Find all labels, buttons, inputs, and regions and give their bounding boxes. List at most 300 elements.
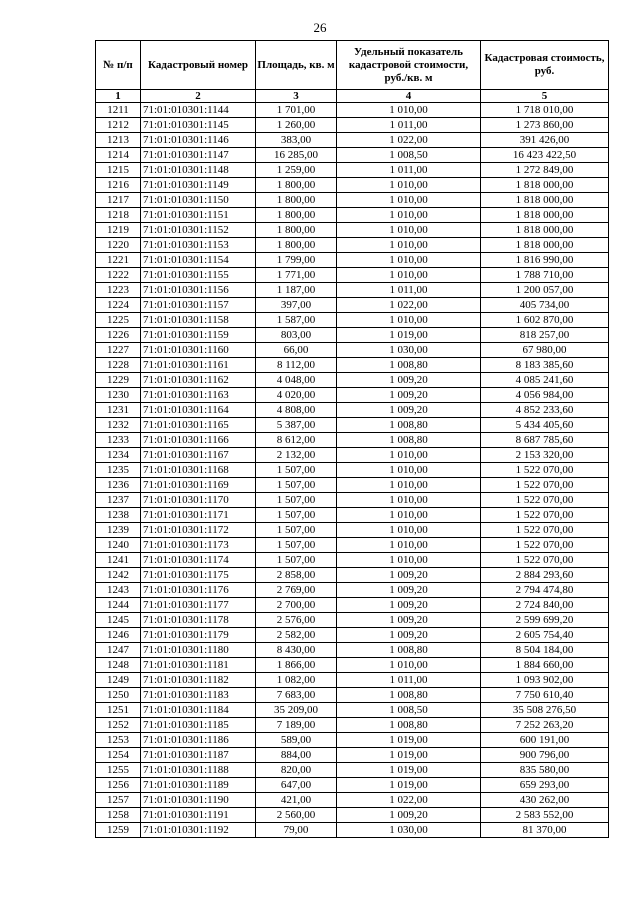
unit-value-cell: 1 010,00 — [337, 313, 481, 328]
area-cell: 647,00 — [256, 778, 337, 793]
table-row — [96, 253, 609, 268]
column-number: 4 — [337, 90, 481, 103]
table-row — [96, 568, 609, 583]
table-row — [96, 538, 609, 553]
row-number-cell: 1223 — [96, 283, 141, 298]
unit-value-cell: 1 009,20 — [337, 388, 481, 403]
table-row — [96, 418, 609, 433]
unit-value-cell: 1 008,80 — [337, 418, 481, 433]
area-cell: 8 430,00 — [256, 643, 337, 658]
row-number-cell: 1211 — [96, 103, 141, 118]
cadastral-number-cell: 71:01:010301:1174 — [141, 553, 256, 568]
table-row — [96, 478, 609, 493]
area-cell: 1 799,00 — [256, 253, 337, 268]
area-cell: 79,00 — [256, 823, 337, 838]
area-cell: 383,00 — [256, 133, 337, 148]
area-cell: 7 189,00 — [256, 718, 337, 733]
row-number-cell: 1249 — [96, 673, 141, 688]
unit-value-cell: 1 010,00 — [337, 223, 481, 238]
cadastral-number-cell: 71:01:010301:1185 — [141, 718, 256, 733]
row-number-cell: 1238 — [96, 508, 141, 523]
cadastral-value-cell: 1 818 000,00 — [481, 208, 609, 223]
unit-value-cell: 1 022,00 — [337, 133, 481, 148]
table-row — [96, 223, 609, 238]
cadastral-number-cell: 71:01:010301:1186 — [141, 733, 256, 748]
cadastral-value-cell: 1 093 902,00 — [481, 673, 609, 688]
cadastral-number-cell: 71:01:010301:1165 — [141, 418, 256, 433]
table-row — [96, 313, 609, 328]
cadastral-number-cell: 71:01:010301:1147 — [141, 148, 256, 163]
table-row — [96, 808, 609, 823]
cadastral-value-cell: 2 153 320,00 — [481, 448, 609, 463]
cadastral-number-cell: 71:01:010301:1188 — [141, 763, 256, 778]
cadastral-value-cell: 1 272 849,00 — [481, 163, 609, 178]
unit-value-cell: 1 010,00 — [337, 268, 481, 283]
cadastral-value-cell: 900 796,00 — [481, 748, 609, 763]
unit-value-cell: 1 022,00 — [337, 298, 481, 313]
cadastral-number-cell: 71:01:010301:1187 — [141, 748, 256, 763]
table-row — [96, 448, 609, 463]
area-cell: 2 769,00 — [256, 583, 337, 598]
row-number-cell: 1233 — [96, 433, 141, 448]
table-row — [96, 283, 609, 298]
row-number-cell: 1216 — [96, 178, 141, 193]
unit-value-cell: 1 010,00 — [337, 553, 481, 568]
cadastral-value-cell: 2 605 754,40 — [481, 628, 609, 643]
cadastral-value-cell: 405 734,00 — [481, 298, 609, 313]
cadastral-value-cell: 1 522 070,00 — [481, 463, 609, 478]
cadastral-value-cell: 1 522 070,00 — [481, 493, 609, 508]
table-row — [96, 178, 609, 193]
table-row — [96, 523, 609, 538]
table-row — [96, 463, 609, 478]
row-number-cell: 1213 — [96, 133, 141, 148]
cadastral-value-cell: 600 191,00 — [481, 733, 609, 748]
area-cell: 820,00 — [256, 763, 337, 778]
area-cell: 2 700,00 — [256, 598, 337, 613]
cadastral-number-cell: 71:01:010301:1153 — [141, 238, 256, 253]
cadastral-value-cell: 818 257,00 — [481, 328, 609, 343]
area-cell: 1 800,00 — [256, 178, 337, 193]
cadastral-number-cell: 71:01:010301:1180 — [141, 643, 256, 658]
row-number-cell: 1228 — [96, 358, 141, 373]
row-number-cell: 1237 — [96, 493, 141, 508]
table-row — [96, 148, 609, 163]
table-header — [96, 41, 609, 103]
cadastral-value-cell: 2 724 840,00 — [481, 598, 609, 613]
table-row — [96, 673, 609, 688]
cadastral-number-cell: 71:01:010301:1155 — [141, 268, 256, 283]
area-cell: 1 771,00 — [256, 268, 337, 283]
area-cell: 5 387,00 — [256, 418, 337, 433]
unit-value-cell: 1 010,00 — [337, 508, 481, 523]
unit-value-cell: 1 008,80 — [337, 688, 481, 703]
unit-value-cell: 1 008,80 — [337, 358, 481, 373]
header-row-number: № п/п — [96, 41, 141, 90]
unit-value-cell: 1 010,00 — [337, 193, 481, 208]
cadastral-value-cell: 4 056 984,00 — [481, 388, 609, 403]
cadastral-number-cell: 71:01:010301:1159 — [141, 328, 256, 343]
cadastral-number-cell: 71:01:010301:1160 — [141, 343, 256, 358]
area-cell: 1 082,00 — [256, 673, 337, 688]
area-cell: 1 800,00 — [256, 238, 337, 253]
row-number-cell: 1217 — [96, 193, 141, 208]
table-row — [96, 493, 609, 508]
row-number-cell: 1250 — [96, 688, 141, 703]
table-row — [96, 433, 609, 448]
cadastral-number-cell: 71:01:010301:1184 — [141, 703, 256, 718]
area-cell: 884,00 — [256, 748, 337, 763]
column-number-row — [96, 90, 609, 103]
row-number-cell: 1224 — [96, 298, 141, 313]
row-number-cell: 1221 — [96, 253, 141, 268]
unit-value-cell: 1 008,80 — [337, 718, 481, 733]
row-number-cell: 1242 — [96, 568, 141, 583]
table-row — [96, 238, 609, 253]
table-row — [96, 208, 609, 223]
cadastral-number-cell: 71:01:010301:1145 — [141, 118, 256, 133]
area-cell: 4 020,00 — [256, 388, 337, 403]
row-number-cell: 1212 — [96, 118, 141, 133]
unit-value-cell: 1 009,20 — [337, 598, 481, 613]
unit-value-cell: 1 019,00 — [337, 778, 481, 793]
cadastral-value-cell: 2 884 293,60 — [481, 568, 609, 583]
row-number-cell: 1243 — [96, 583, 141, 598]
table-row — [96, 778, 609, 793]
table-row — [96, 403, 609, 418]
unit-value-cell: 1 009,20 — [337, 568, 481, 583]
cadastral-number-cell: 71:01:010301:1163 — [141, 388, 256, 403]
unit-value-cell: 1 009,20 — [337, 808, 481, 823]
unit-value-cell: 1 011,00 — [337, 163, 481, 178]
unit-value-cell: 1 030,00 — [337, 343, 481, 358]
cadastral-number-cell: 71:01:010301:1189 — [141, 778, 256, 793]
table-row — [96, 268, 609, 283]
unit-value-cell: 1 011,00 — [337, 283, 481, 298]
table-row — [96, 793, 609, 808]
table-row — [96, 343, 609, 358]
cadastral-number-cell: 71:01:010301:1166 — [141, 433, 256, 448]
unit-value-cell: 1 009,20 — [337, 583, 481, 598]
cadastral-value-cell: 7 750 610,40 — [481, 688, 609, 703]
area-cell: 2 576,00 — [256, 613, 337, 628]
header-cadastral-number: Кадастровый номер — [141, 41, 256, 90]
row-number-cell: 1245 — [96, 613, 141, 628]
cadastral-value-cell: 7 252 263,20 — [481, 718, 609, 733]
column-number: 2 — [141, 90, 256, 103]
row-number-cell: 1248 — [96, 658, 141, 673]
unit-value-cell: 1 010,00 — [337, 493, 481, 508]
area-cell: 16 285,00 — [256, 148, 337, 163]
unit-value-cell: 1 010,00 — [337, 208, 481, 223]
cadastral-value-cell: 1 522 070,00 — [481, 538, 609, 553]
row-number-cell: 1258 — [96, 808, 141, 823]
row-number-cell: 1236 — [96, 478, 141, 493]
unit-value-cell: 1 010,00 — [337, 103, 481, 118]
cadastral-number-cell: 71:01:010301:1164 — [141, 403, 256, 418]
row-number-cell: 1220 — [96, 238, 141, 253]
cadastral-number-cell: 71:01:010301:1156 — [141, 283, 256, 298]
cadastral-number-cell: 71:01:010301:1179 — [141, 628, 256, 643]
area-cell: 7 683,00 — [256, 688, 337, 703]
table-row — [96, 508, 609, 523]
row-number-cell: 1225 — [96, 313, 141, 328]
cadastral-value-cell: 1 273 860,00 — [481, 118, 609, 133]
cadastral-number-cell: 71:01:010301:1158 — [141, 313, 256, 328]
table-row — [96, 373, 609, 388]
cadastral-number-cell: 71:01:010301:1190 — [141, 793, 256, 808]
cadastral-value-cell: 1 718 010,00 — [481, 103, 609, 118]
table-row — [96, 298, 609, 313]
header-unit-value: Удельный показатель кадастровой стоимости, руб./кв. м — [337, 41, 481, 90]
cadastral-number-cell: 71:01:010301:1178 — [141, 613, 256, 628]
table-row — [96, 763, 609, 778]
row-number-cell: 1257 — [96, 793, 141, 808]
cadastral-number-cell: 71:01:010301:1176 — [141, 583, 256, 598]
unit-value-cell: 1 019,00 — [337, 748, 481, 763]
unit-value-cell: 1 010,00 — [337, 538, 481, 553]
table-row — [96, 688, 609, 703]
cadastral-number-cell: 71:01:010301:1149 — [141, 178, 256, 193]
cadastral-value-cell: 8 183 385,60 — [481, 358, 609, 373]
area-cell: 1 701,00 — [256, 103, 337, 118]
column-number: 1 — [96, 90, 141, 103]
unit-value-cell: 1 010,00 — [337, 178, 481, 193]
unit-value-cell: 1 010,00 — [337, 448, 481, 463]
row-number-cell: 1241 — [96, 553, 141, 568]
table-row — [96, 193, 609, 208]
row-number-cell: 1234 — [96, 448, 141, 463]
unit-value-cell: 1 019,00 — [337, 763, 481, 778]
cadastral-value-cell: 1 816 990,00 — [481, 253, 609, 268]
area-cell: 1 507,00 — [256, 478, 337, 493]
area-cell: 1 260,00 — [256, 118, 337, 133]
row-number-cell: 1244 — [96, 598, 141, 613]
area-cell: 1 187,00 — [256, 283, 337, 298]
row-number-cell: 1247 — [96, 643, 141, 658]
table-row — [96, 823, 609, 838]
cadastral-value-cell: 8 504 184,00 — [481, 643, 609, 658]
area-cell: 589,00 — [256, 733, 337, 748]
area-cell: 2 582,00 — [256, 628, 337, 643]
area-cell: 421,00 — [256, 793, 337, 808]
header-area: Площадь, кв. м — [256, 41, 337, 90]
row-number-cell: 1229 — [96, 373, 141, 388]
row-number-cell: 1218 — [96, 208, 141, 223]
cadastral-number-cell: 71:01:010301:1173 — [141, 538, 256, 553]
cadastral-value-cell: 5 434 405,60 — [481, 418, 609, 433]
cadastral-value-cell: 1 818 000,00 — [481, 193, 609, 208]
table-row — [96, 748, 609, 763]
cadastral-number-cell: 71:01:010301:1183 — [141, 688, 256, 703]
row-number-cell: 1254 — [96, 748, 141, 763]
unit-value-cell: 1 022,00 — [337, 793, 481, 808]
unit-value-cell: 1 010,00 — [337, 463, 481, 478]
table-row — [96, 118, 609, 133]
area-cell: 66,00 — [256, 343, 337, 358]
row-number-cell: 1239 — [96, 523, 141, 538]
area-cell: 8 612,00 — [256, 433, 337, 448]
cadastral-number-cell: 71:01:010301:1168 — [141, 463, 256, 478]
table-row — [96, 553, 609, 568]
cadastral-number-cell: 71:01:010301:1144 — [141, 103, 256, 118]
table-row — [96, 133, 609, 148]
cadastral-value-cell: 1 884 660,00 — [481, 658, 609, 673]
cadastral-number-cell: 71:01:010301:1192 — [141, 823, 256, 838]
page-number: 26 — [313, 20, 327, 35]
column-number: 5 — [481, 90, 609, 103]
cadastral-value-cell: 1 522 070,00 — [481, 523, 609, 538]
area-cell: 1 587,00 — [256, 313, 337, 328]
cadastral-value-cell: 430 262,00 — [481, 793, 609, 808]
area-cell: 1 507,00 — [256, 508, 337, 523]
cadastral-value-cell: 391 426,00 — [481, 133, 609, 148]
row-number-cell: 1227 — [96, 343, 141, 358]
cadastral-value-cell: 8 687 785,60 — [481, 433, 609, 448]
row-number-cell: 1214 — [96, 148, 141, 163]
cadastral-value-cell: 16 423 422,50 — [481, 148, 609, 163]
unit-value-cell: 1 019,00 — [337, 733, 481, 748]
unit-value-cell: 1 010,00 — [337, 238, 481, 253]
table-row — [96, 718, 609, 733]
table-row — [96, 703, 609, 718]
table-row — [96, 658, 609, 673]
table-row — [96, 628, 609, 643]
cadastral-value-cell: 659 293,00 — [481, 778, 609, 793]
cadastral-value-cell: 2 599 699,20 — [481, 613, 609, 628]
unit-value-cell: 1 010,00 — [337, 478, 481, 493]
unit-value-cell: 1 008,50 — [337, 703, 481, 718]
cadastral-number-cell: 71:01:010301:1157 — [141, 298, 256, 313]
table-row — [96, 163, 609, 178]
area-cell: 8 112,00 — [256, 358, 337, 373]
cadastral-value-cell: 1 818 000,00 — [481, 178, 609, 193]
cadastral-value-table — [95, 40, 609, 838]
cadastral-value-cell: 4 852 233,60 — [481, 403, 609, 418]
table-row — [96, 643, 609, 658]
row-number-cell: 1215 — [96, 163, 141, 178]
cadastral-number-cell: 71:01:010301:1191 — [141, 808, 256, 823]
row-number-cell: 1235 — [96, 463, 141, 478]
cadastral-value-cell: 1 200 057,00 — [481, 283, 609, 298]
area-cell: 1 800,00 — [256, 193, 337, 208]
row-number-cell: 1219 — [96, 223, 141, 238]
row-number-cell: 1230 — [96, 388, 141, 403]
unit-value-cell: 1 010,00 — [337, 253, 481, 268]
unit-value-cell: 1 019,00 — [337, 328, 481, 343]
area-cell: 1 507,00 — [256, 493, 337, 508]
cadastral-value-cell: 835 580,00 — [481, 763, 609, 778]
area-cell: 1 507,00 — [256, 523, 337, 538]
row-number-cell: 1251 — [96, 703, 141, 718]
area-cell: 1 800,00 — [256, 223, 337, 238]
cadastral-number-cell: 71:01:010301:1177 — [141, 598, 256, 613]
cadastral-number-cell: 71:01:010301:1150 — [141, 193, 256, 208]
row-number-cell: 1252 — [96, 718, 141, 733]
cadastral-number-cell: 71:01:010301:1171 — [141, 508, 256, 523]
cadastral-value-cell: 81 370,00 — [481, 823, 609, 838]
cadastral-value-cell: 35 508 276,50 — [481, 703, 609, 718]
cadastral-number-cell: 71:01:010301:1182 — [141, 673, 256, 688]
row-number-cell: 1222 — [96, 268, 141, 283]
unit-value-cell: 1 011,00 — [337, 118, 481, 133]
row-number-cell: 1232 — [96, 418, 141, 433]
unit-value-cell: 1 008,80 — [337, 643, 481, 658]
table-row — [96, 733, 609, 748]
area-cell: 35 209,00 — [256, 703, 337, 718]
table-row — [96, 613, 609, 628]
unit-value-cell: 1 011,00 — [337, 673, 481, 688]
cadastral-number-cell: 71:01:010301:1151 — [141, 208, 256, 223]
table-row — [96, 583, 609, 598]
area-cell: 1 866,00 — [256, 658, 337, 673]
unit-value-cell: 1 008,50 — [337, 148, 481, 163]
table-row — [96, 328, 609, 343]
area-cell: 1 507,00 — [256, 463, 337, 478]
cadastral-value-cell: 2 794 474,80 — [481, 583, 609, 598]
area-cell: 803,00 — [256, 328, 337, 343]
unit-value-cell: 1 009,20 — [337, 373, 481, 388]
cadastral-value-cell: 1 788 710,00 — [481, 268, 609, 283]
cadastral-value-cell: 1 522 070,00 — [481, 478, 609, 493]
unit-value-cell: 1 010,00 — [337, 523, 481, 538]
area-cell: 397,00 — [256, 298, 337, 313]
area-cell: 2 132,00 — [256, 448, 337, 463]
cadastral-number-cell: 71:01:010301:1161 — [141, 358, 256, 373]
header-cadastral-value: Кадастровая стоимость, руб. — [481, 41, 609, 90]
cadastral-number-cell: 71:01:010301:1170 — [141, 493, 256, 508]
cadastral-number-cell: 71:01:010301:1167 — [141, 448, 256, 463]
area-cell: 4 808,00 — [256, 403, 337, 418]
unit-value-cell: 1 009,20 — [337, 628, 481, 643]
unit-value-cell: 1 010,00 — [337, 658, 481, 673]
cadastral-number-cell: 71:01:010301:1162 — [141, 373, 256, 388]
cadastral-number-cell: 71:01:010301:1154 — [141, 253, 256, 268]
unit-value-cell: 1 009,20 — [337, 613, 481, 628]
cadastral-value-cell: 67 980,00 — [481, 343, 609, 358]
cadastral-value-cell: 1 818 000,00 — [481, 238, 609, 253]
cadastral-number-cell: 71:01:010301:1172 — [141, 523, 256, 538]
area-cell: 1 800,00 — [256, 208, 337, 223]
area-cell: 1 507,00 — [256, 538, 337, 553]
row-number-cell: 1231 — [96, 403, 141, 418]
row-number-cell: 1256 — [96, 778, 141, 793]
cadastral-value-cell: 1 602 870,00 — [481, 313, 609, 328]
table-row — [96, 358, 609, 373]
unit-value-cell: 1 008,80 — [337, 433, 481, 448]
cadastral-value-cell: 4 085 241,60 — [481, 373, 609, 388]
cadastral-value-cell: 1 818 000,00 — [481, 223, 609, 238]
area-cell: 4 048,00 — [256, 373, 337, 388]
row-number-cell: 1240 — [96, 538, 141, 553]
cadastral-number-cell: 71:01:010301:1169 — [141, 478, 256, 493]
cadastral-value-cell: 1 522 070,00 — [481, 508, 609, 523]
table-row — [96, 598, 609, 613]
unit-value-cell: 1 030,00 — [337, 823, 481, 838]
row-number-cell: 1226 — [96, 328, 141, 343]
table-body — [96, 103, 609, 838]
cadastral-number-cell: 71:01:010301:1175 — [141, 568, 256, 583]
row-number-cell: 1259 — [96, 823, 141, 838]
row-number-cell: 1255 — [96, 763, 141, 778]
row-number-cell: 1246 — [96, 628, 141, 643]
cadastral-number-cell: 71:01:010301:1146 — [141, 133, 256, 148]
unit-value-cell: 1 009,20 — [337, 403, 481, 418]
column-number: 3 — [256, 90, 337, 103]
cadastral-number-cell: 71:01:010301:1152 — [141, 223, 256, 238]
cadastral-value-cell: 1 522 070,00 — [481, 553, 609, 568]
cadastral-number-cell: 71:01:010301:1181 — [141, 658, 256, 673]
